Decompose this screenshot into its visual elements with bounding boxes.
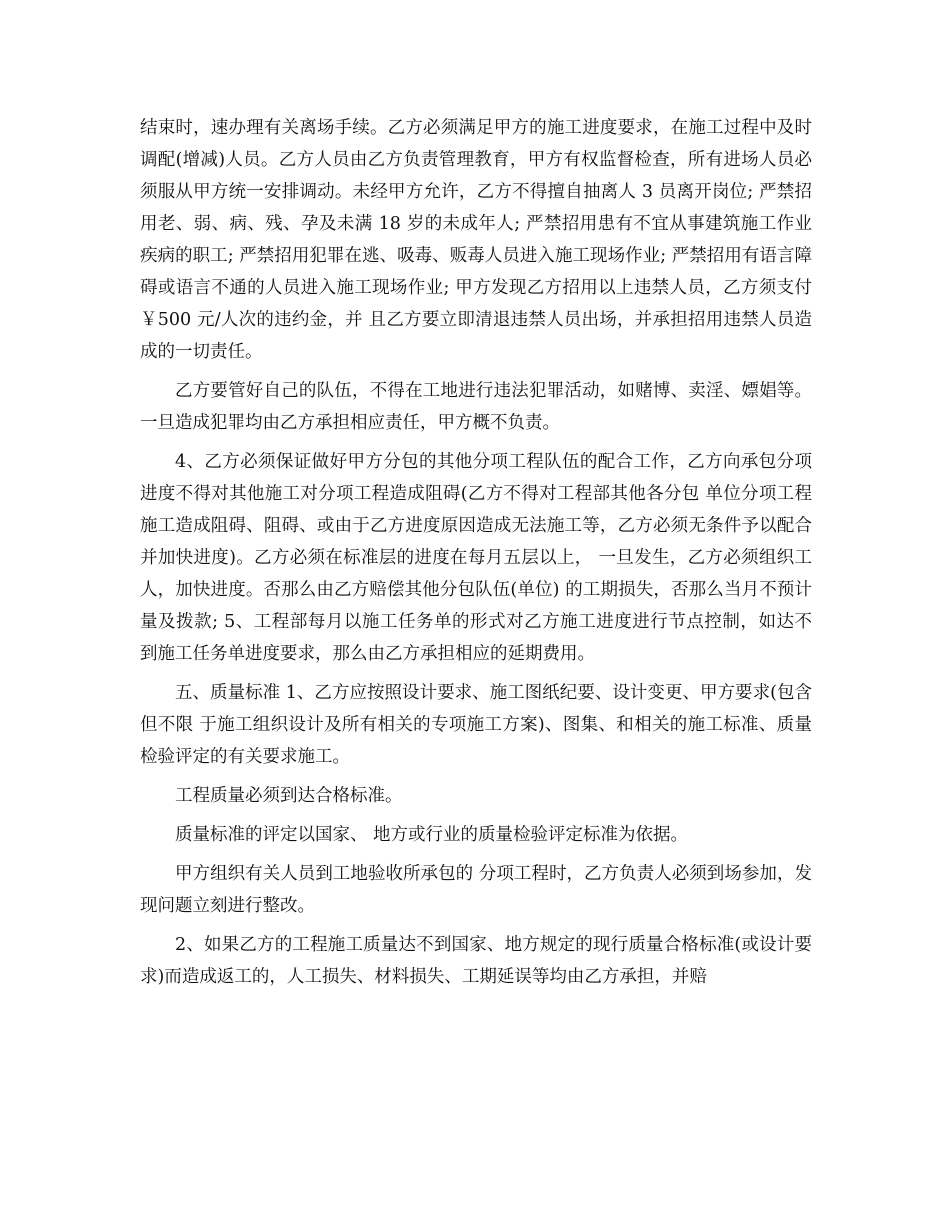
paragraph-7: 甲方组织有关人员到工地验收所承包的 分项工程时，乙方负责人必须到场参加，发现问题立刻进行整改。 bbox=[140, 864, 812, 916]
paragraph-2: 乙方要管好自己的队伍，不得在工地进行违法犯罪活动，如赌博、卖淫、嫖娼等。一旦造成犯罪均由乙方承担相应责任，甲方概不负责。 bbox=[140, 381, 812, 433]
paragraph-6: 质量标准的评定以国家、 地方或行业的质量检验评定标准为依据。 bbox=[175, 825, 689, 845]
paragraph-4: 五、质量标准 1、乙方应按照设计要求、施工图纸纪要、设计变更、甲方要求(包含但不限 于施工组织设计及所有相关的专项施工方案)、图集、和相关的施工标准、质量检验评定的有关要求施工。 bbox=[140, 683, 812, 767]
paragraph-5: 工程质量必须到达合格标准。 bbox=[175, 786, 403, 806]
paragraph-1: 结束时，速办理有关离场手续。乙方必须满足甲方的施工进度要求，在施工过程中及时调配(增减)人员。乙方人员由乙方负责管理教育，甲方有权监督检查，所有进场人员必须服从甲方统一安排调动。未经甲方允许，乙方不得擅自抽离人 3 员离开岗位; 严禁招用老、弱、病、残、孕及未满 18 岁的未成年人; 严禁招用患有不宜从事建筑施工作业疾病的职工; 严禁招用犯罪在逃、吸毒、贩毒人员进入施工现场作业; 严禁招用有语言障碍或语言不通的人员进入施工现场作业; 甲方发现乙方招用以上违禁人员，乙方须支付￥500 元/人次的违约金，并 且乙方要立即清退违禁人员出场，并承担招用违禁人员造成的一切责任。 bbox=[140, 118, 812, 362]
paragraph-3: 4、乙方必须保证做好甲方分包的其他分项工程队伍的配合工作，乙方向承包分项进度不得对其他施工对分项工程造成阻碍(乙方不得对工程部其他各分包 单位分项工程施工造成阻碍、阻碍、或由于乙方进度原因造成无法施工等，乙方必须无条件予以配合并加快进度)。乙方必须在标准层的进度在每月五层以上， 一旦发生，乙方必须组织工人，加快进度。否那么由乙方赔偿其他分包队伍(单位) 的工期损失，否那么当月不预计量及拨款; 5、工程部每月以施工任务单的形式对乙方施工进度进行节点控制，如达不 到施工任务单进度要求，那么由乙方承担相应的延期费用。 bbox=[140, 452, 812, 664]
paragraph-8: 2、如果乙方的工程施工质量达不到国家、地方规定的现行质量合格标准(或设计要求)而造成返工的，人工损失、材料损失、工期延误等均由乙方承担，并赔 bbox=[140, 935, 812, 987]
document-body bbox=[140, 112, 812, 1000]
